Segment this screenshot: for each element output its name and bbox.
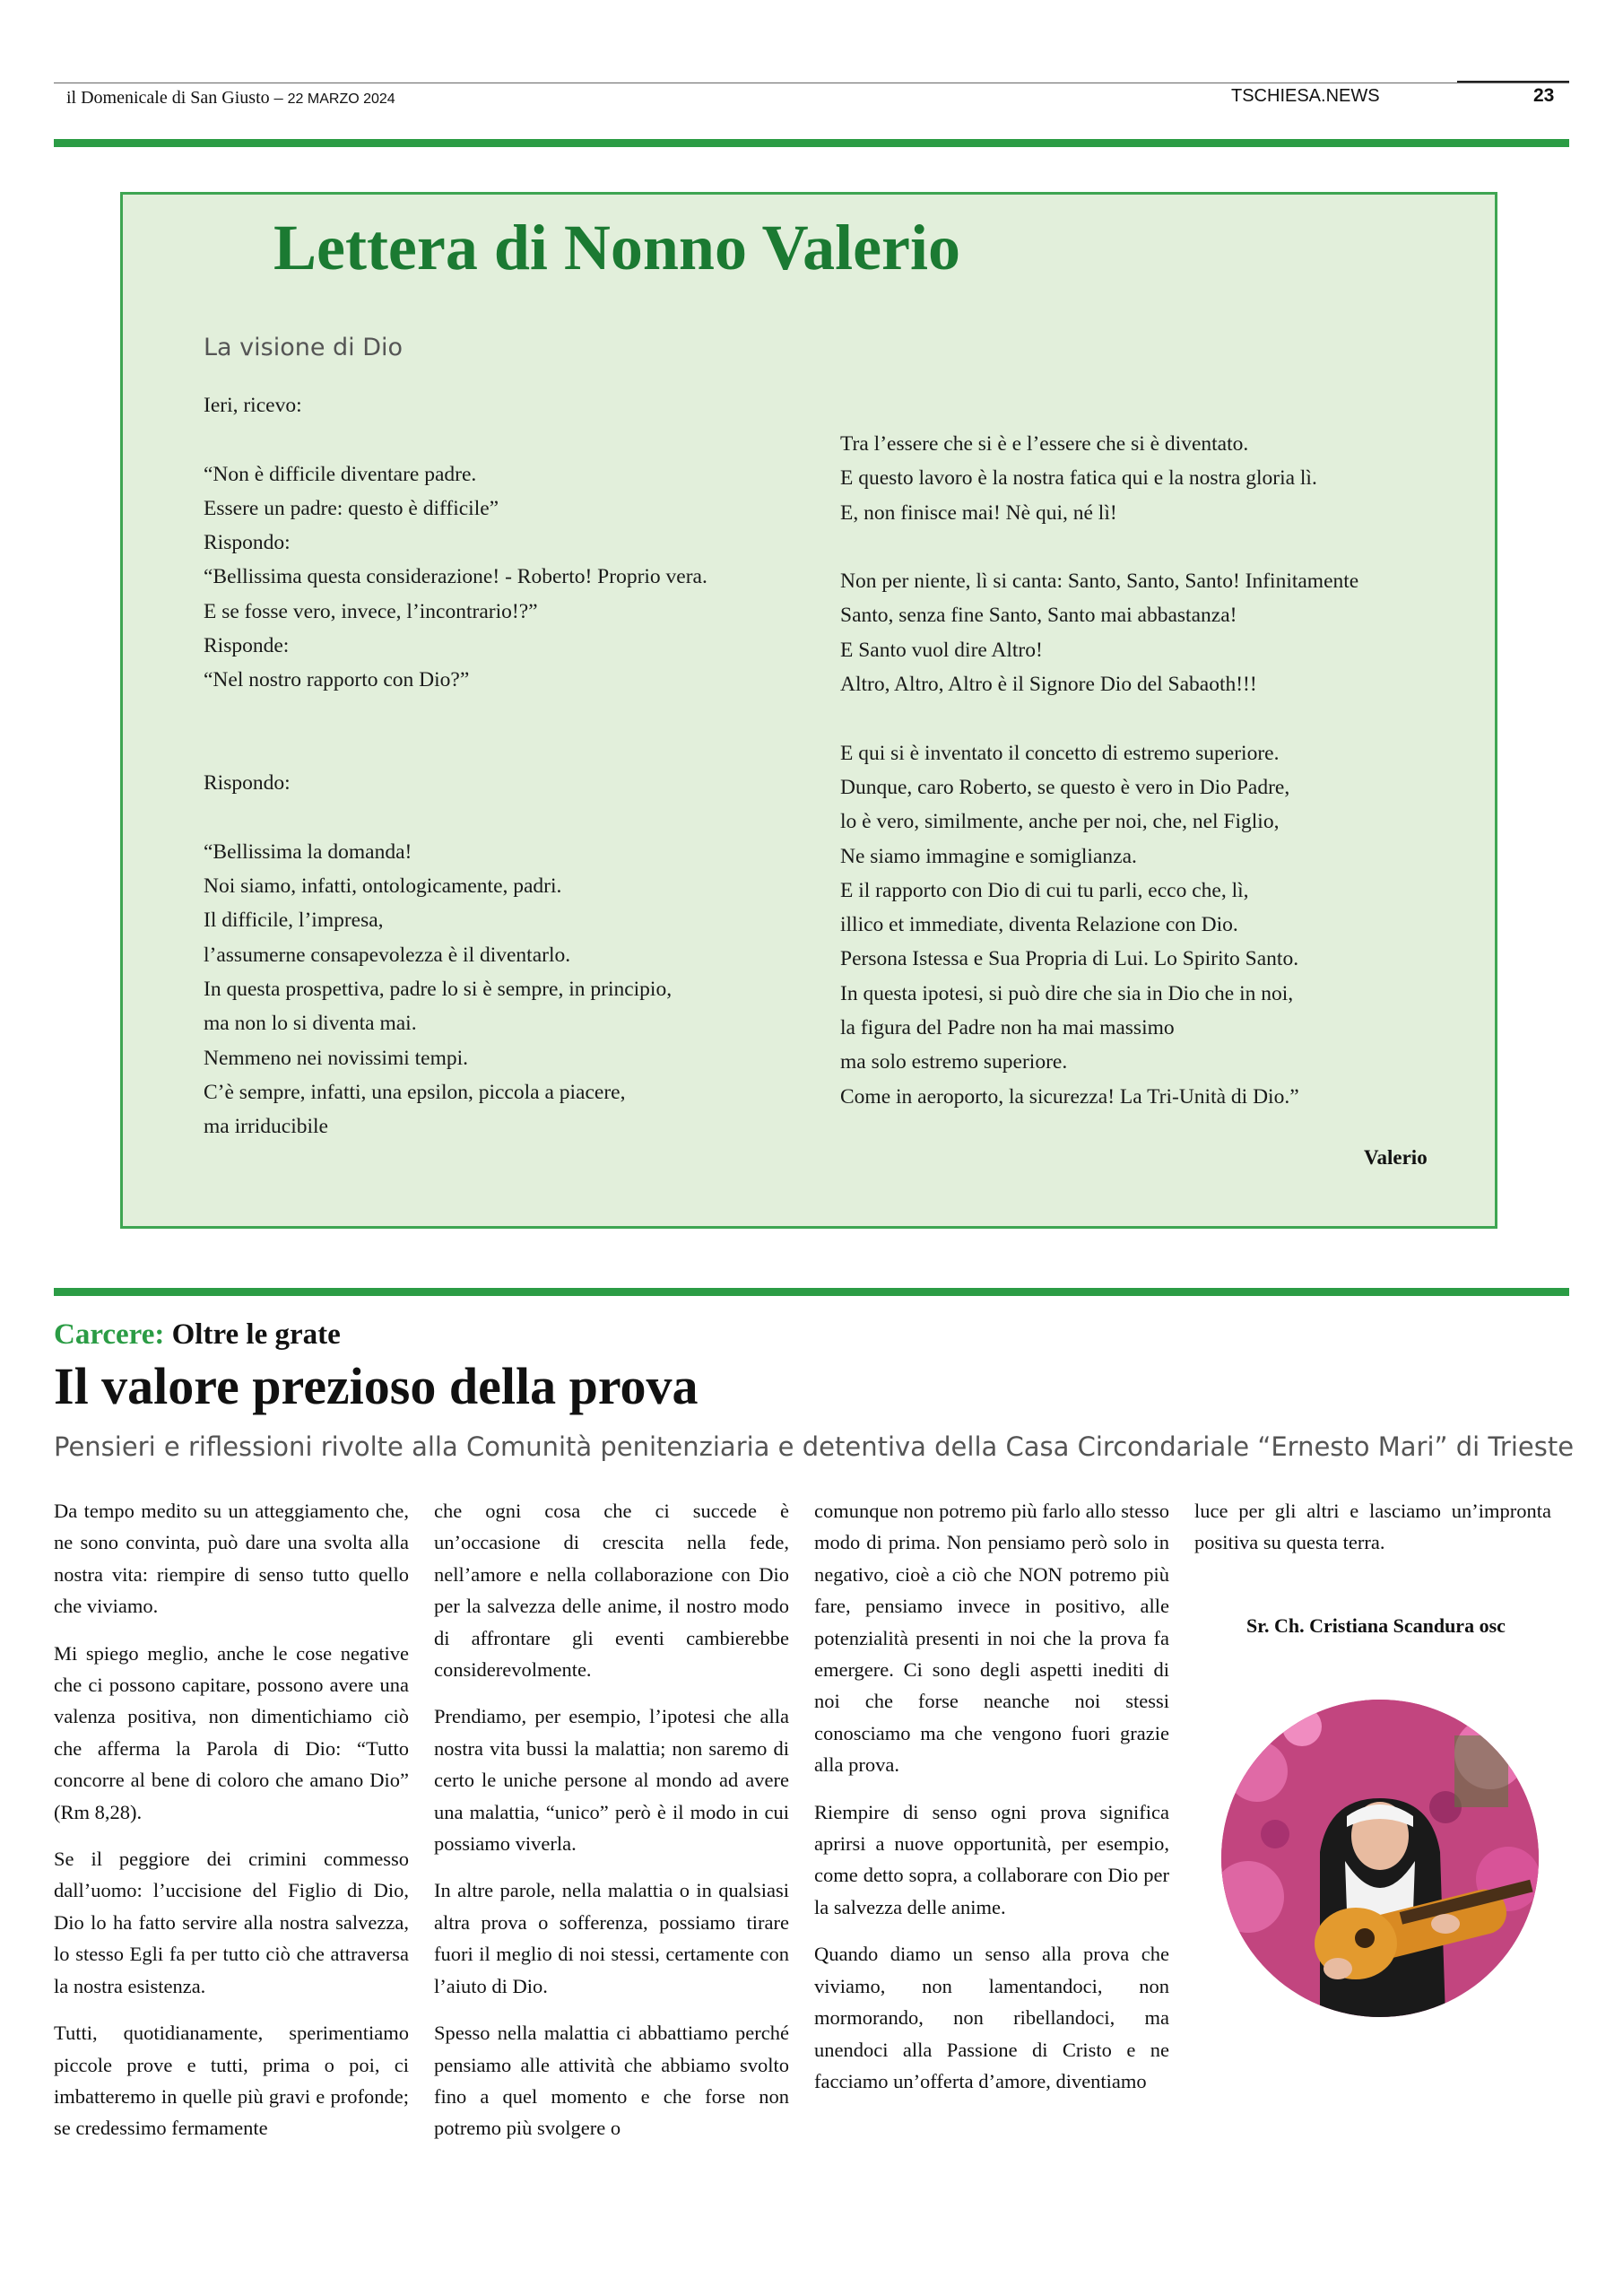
article-paragraph: Quando diamo un senso alla prova che viviamo, non lamentandoci, non mormorando, non ribellandoci, ma unendoci alla Passione di Cristo e ne facciamo un’offerta d’amore, diventiamo (814, 1943, 1169, 2092)
letter-line: illico et immediate, diventa Relazione con Dio. (840, 913, 1238, 937)
section-divider (54, 139, 1569, 147)
letter-line: Dunque, caro Roberto, se questo è vero in Dio Padre, (840, 775, 1290, 799)
article-paragraph: Spesso nella malattia ci abbattiamo perché pensiamo alle attività che abbiamo svolto fino a quel momento e che forse non potremo più svolgere o (434, 2022, 789, 2140)
letter-line: E se fosse vero, invece, l’incontrario!?” (204, 599, 538, 623)
article-paragraph: luce per gli altri e lasciamo un’impronta positiva su questa terra. (1194, 1500, 1551, 1554)
letter-line: Non per niente, lì si canta: Santo, Santo, Santo! Infinitamente (840, 570, 1359, 594)
publication-name: il Domenicale di San Giusto – (66, 88, 283, 108)
letter-line: “Bellissima questa considerazione! - Roberto! Proprio vera. (204, 565, 707, 589)
section-divider (54, 1288, 1569, 1296)
letter-line: lo è vero, similmente, anche per noi, che, nel Figlio, (840, 810, 1280, 834)
article-paragraph: Tutti, quotidianamente, sperimentiamo piccole prove e tutti, prima o poi, ci imbatteremo in quelle più gravi e profonde; se credessimo fermamente (54, 2022, 409, 2140)
letter-line (204, 801, 707, 835)
letter-line (204, 422, 707, 457)
page-header (54, 77, 1569, 113)
article-column-2 (434, 1495, 789, 2160)
letter-line: E, non finisce mai! Nè qui, né lì! (840, 500, 1117, 525)
letter-line (840, 701, 1358, 735)
article-paragraph: Prendiamo, per esempio, l’ipotesi che alla nostra vita bussi la malattia; non saremo di certo le uniche persone al mondo ad avere una malattia, “unico” però è il modo in cui possiamo viverla. (434, 1705, 789, 1856)
article-byline: Sr. Ch. Cristiana Scandura osc (1246, 1614, 1506, 1637)
article-paragraph: Riempire di senso ogni prova significa aprirsi a nuove opportunità, per esempio, come detto sopra, a collaborare con Dio per la salvezza delle anime. (814, 1800, 1169, 1918)
article-kicker (54, 1318, 341, 1352)
letter-column-left (204, 388, 707, 1144)
letter-line: E Santo vuol dire Altro! (840, 638, 1043, 662)
letter-line: Come in aeroporto, la sicurezza! La Tri-Unità di Dio.” (840, 1084, 1299, 1109)
article-deck: Pensieri e riflessioni rivolte alla Comunità penitenziaria e detentiva della Casa Circondariale “Ernesto Mari” di Trieste (54, 1431, 1575, 1462)
letter-line: Nemmeno nei novissimi tempi. (204, 1046, 469, 1070)
letter-box (120, 192, 1497, 1229)
article-paragraph: Da tempo medito su un atteggiamento che, ne sono convinta, può dare una svolta alla nostra vita: riempire di senso tutto quello che viviamo. (54, 1500, 409, 1618)
letter-line: Ne siamo immagine e somiglianza. (840, 844, 1137, 868)
header-rule-accent (1457, 81, 1569, 83)
letter-line: Noi siamo, infatti, ontologicamente, padri. (204, 874, 562, 899)
article-paragraph: che ogni cosa che ci succede è un’occasione di crescita nella fede, nell’amore e nella collaborazione con Dio per la salvezza delle anime, il nostro modo di affrontare gli eventi cambierebbe considerevolmente. (434, 1500, 789, 1682)
letter-line: Persona Istessa e Sua Propria di Lui. Lo Spirito Santo. (840, 947, 1299, 971)
article-paragraph: Se il peggiore dei crimini commesso dall’uomo: l’uccisione del Figlio di Dio, Dio lo ha fatto servire alla nostra salvezza, lo stesso Egli fa per tutto ciò che attraversa la nostra esistenza. (54, 1848, 409, 1997)
article-paragraph: Mi spiego meglio, anche le cose negative che ci possono capitare, possono avere una valenza positiva, non dimentichiamo ciò che afferma la Parola di Dio: “Tutto concorre al bene di coloro che amano Dio” (Rm 8,28). (54, 1641, 409, 1823)
letter-line (840, 530, 1358, 564)
letter-line: ma solo estremo superiore. (840, 1050, 1068, 1074)
letter-line: Rispondo: (204, 771, 291, 796)
letter-line (204, 732, 707, 766)
page-number: 23 (1533, 85, 1555, 106)
site-name: TSCHIESA.NEWS (1231, 86, 1380, 106)
letter-line: Essere un padre: questo è difficile” (204, 496, 499, 520)
letter-line: Il difficile, l’impresa, (204, 909, 384, 933)
letter-line: Altro, Altro, Altro è il Signore Dio del Sabaoth!!! (840, 673, 1257, 697)
letter-title: Lettera di Nonno Valerio (273, 212, 960, 283)
letter-line (204, 698, 707, 732)
letter-line: C’è sempre, infatti, una epsilon, piccola a piacere, (204, 1080, 626, 1104)
letter-line: “Nel nostro rapporto con Dio?” (204, 668, 470, 692)
letter-signature: Valerio (1364, 1146, 1428, 1169)
letter-line: “Non è difficile diventare padre. (204, 462, 477, 486)
letter-line: Risponde: (204, 634, 290, 658)
kicker-topic: Oltre le grate (171, 1318, 341, 1351)
letter-line: E il rapporto con Dio di cui tu parli, ecco che, lì, (840, 878, 1249, 902)
letter-line: In questa prospettiva, padre lo si è sempre, in principio, (204, 978, 673, 1002)
letter-line: ma irriducibile (204, 1115, 328, 1139)
letter-line: Santo, senza fine Santo, Santo mai abbastanza! (840, 604, 1237, 628)
letter-subtitle: La visione di Dio (204, 334, 404, 361)
letter-line: l’assumerne consapevolezza è il diventarlo. (204, 943, 571, 967)
article-column-4 (1194, 1495, 1551, 1574)
article-headline: Il valore prezioso della prova (54, 1357, 699, 1415)
letter-line: Rispondo: (204, 531, 291, 555)
letter-line: “Bellissima la domanda! (204, 839, 412, 864)
article-paragraph: In altre parole, nella malattia o in qualsiasi altra prova o sofferenza, possiamo tirare fuori il meglio di noi stessi, certamente con l’aiuto di Dio. (434, 1879, 789, 1997)
letter-line: Ieri, ricevo: (204, 394, 302, 417)
article-column-3 (814, 1495, 1169, 2112)
article-column-1 (54, 1495, 409, 2160)
letter-column-right (840, 427, 1358, 1114)
letter-line: ma non lo si diventa mai. (204, 1012, 417, 1036)
letter-line: In questa ipotesi, si può dire che sia in Dio che in noi, (840, 981, 1294, 1005)
kicker-section: Carcere: (54, 1318, 165, 1351)
letter-line: E questo lavoro è la nostra fatica qui e la nostra gloria lì. (840, 466, 1317, 491)
article-paragraph: comunque non potremo più farlo allo stesso modo di prima. Non pensiamo però solo in negativo, cioè a ciò che NON potremo più fare, pensiamo invece in positivo, alle potenzialità presenti in noi che la prova fa emergere. Ci sono degli aspetti inediti di noi che forse neanche noi stessi conosciamo ma che vengono fuori grazie alla prova. (814, 1500, 1169, 1777)
publication-date: 22 MARZO 2024 (287, 91, 395, 107)
letter-line: Tra l’essere che si è e l’essere che si è diventato. (840, 432, 1249, 456)
letter-line: la figura del Padre non ha mai massimo (840, 1016, 1175, 1040)
author-photo (1221, 1700, 1539, 2017)
letter-line: E qui si è inventato il concetto di estremo superiore. (840, 741, 1280, 765)
publication-line (66, 88, 395, 109)
